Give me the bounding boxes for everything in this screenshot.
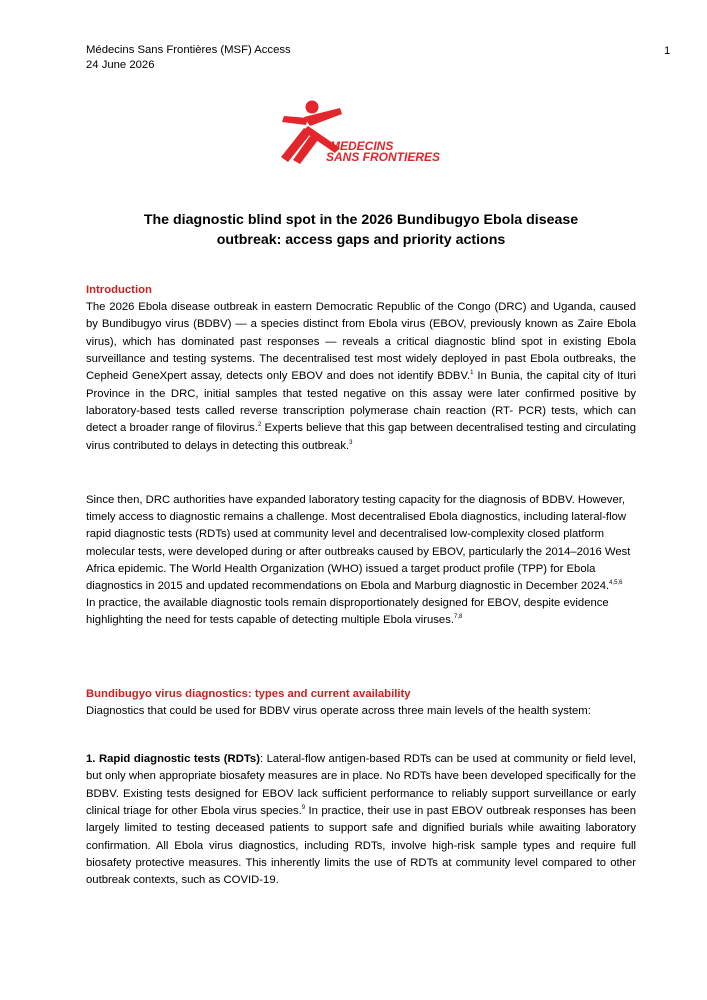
rdt-bold-label: 1. Rapid diagnostic tests (RDTs) [86, 753, 260, 765]
logo-text-line1: MEDECINS [330, 139, 394, 153]
title-line2: outbreak: access gaps and priority actions [216, 232, 506, 248]
intro-heading: Introduction [86, 284, 152, 296]
logo-text-line2: SANS FRONTIERES [326, 150, 441, 164]
footnote-ref: 9 [301, 805, 306, 812]
section2-paragraph-1: Diagnostics that could be used for BDBV virus operate across three main levels of the health system: [86, 705, 591, 717]
footnote-ref: 4,5,6 [609, 580, 623, 587]
intro-paragraph-2 [86, 492, 631, 630]
intro-p2-text-b: In practice, the available diagnostic tools remain disproportionately designed for EBOV, despite evidence highlighting the need for tests capable of detecting multiple Ebola viruses. [86, 597, 609, 627]
page-number: 1 [664, 45, 671, 57]
header-date: 24 June 2026 [86, 59, 155, 71]
intro-p1-text-a: The 2026 Ebola disease outbreak in eastern Democratic Republic of the Congo (DRC) and Uganda, caused by Bundibugyo virus (BDBV) — a species distinct from Ebola virus (EBOV, previously known as Zaire Ebola virus), which has dominated past responses — reveals a critical diagnostic blind spot in existing Ebola surveillance and testing systems. The decentralised test most widely deployed in past Ebola outbreaks, the Cepheid GeneXpert assay, detects only EBOV and does not identify BDBV. [86, 301, 636, 383]
section2-p2-text-a: : Lateral-flow antigen-based RDTs can be used at community or field level, but only when appropriate biosafety measures are in place. No RDTs have been developed specifically for the BDBV. Existing tests designed for EBOV lack sufficient performance to reliably support surveillance or early clinical triage for other Ebola virus species. [86, 753, 636, 818]
intro-p2-text-a: Since then, DRC authorities have expanded laboratory testing capacity for the diagnosis of BDBV. However, timely access to diagnostic remains a challenge. Most decentralised Ebola diagnostics, including lateral-flow rapid diagnostic tests (RDTs) used at community level and decentralised low-complexity closed platform molecular tests, were developed during or after outbreaks caused by EBOV, particularly the 2014–2016 West Africa epidemic. The World Health Organization (WHO) issued a target product profile (TPP) for Ebola diagnostics in 2015 and updated recommendations on Ebola and Marburg diagnostic in December 2024. [86, 494, 631, 593]
section2-paragraph-2 [86, 751, 636, 890]
msf-logo [278, 100, 441, 166]
msf-logo-icon [278, 100, 441, 166]
document-header [86, 43, 291, 73]
intro-p1-text-c: Experts believe that this gap between decentralised testing and circulating virus contributed to delays in detecting this outbreak. [86, 422, 637, 452]
document-title [86, 210, 636, 250]
footnote-ref: 2 [257, 422, 262, 429]
section2-p2-text-b: In practice, their use in past EBOV outbreak responses has been largely limited to testing deceased patients to support safe and dignified burials while awaiting laboratory confirmation. All Ebola virus diagnostics, including RDTs, involve high-risk sample types and require full biosafety protective measures. This inherently limits the use of RDTs at community level compared to other outbreak contexts, such as COVID-19. [86, 805, 636, 887]
section2-heading: Bundibugyo virus diagnostics: types and current availability [86, 688, 411, 700]
footnote-ref: 7,8 [454, 614, 463, 621]
intro-paragraph-1 [86, 299, 636, 455]
title-line1: The diagnostic blind spot in the 2026 Bundibugyo Ebola disease [143, 212, 579, 228]
header-org: Médecins Sans Frontières (MSF) Access [86, 44, 291, 56]
footnote-ref: 3 [349, 439, 353, 446]
footnote-ref: 1 [470, 370, 474, 377]
intro-p1-text-b: In Bunia, the capital city of Ituri Province in the DRC, initial samples that tested negative on this assay were later confirmed positive by laboratory-based tests called reverse transcription polymerase chain reaction (RT- PCR) tests, which can detect a broader range of filovirus. [86, 370, 636, 435]
